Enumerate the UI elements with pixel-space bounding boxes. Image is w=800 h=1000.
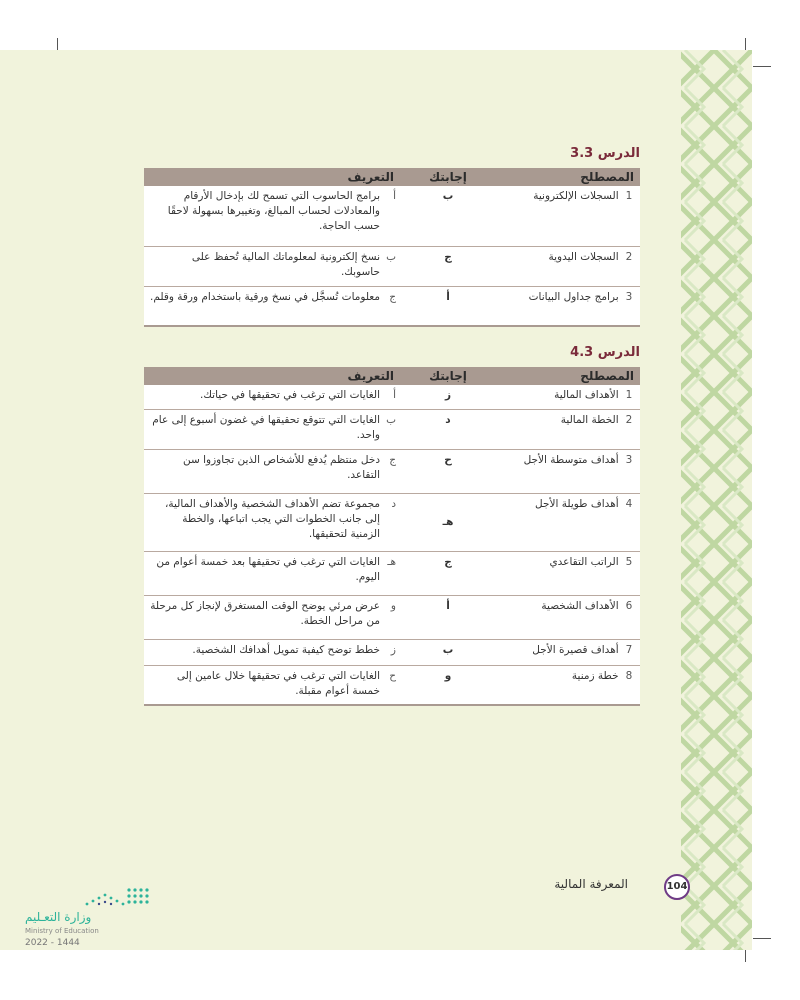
definition-text: الغايات التي ترغب في تحقيقها خلال عامين إلى خمسة أعوام مقبلة. [176, 669, 380, 697]
lesson-3-3-title: الدرس 3.3 [570, 146, 640, 161]
term-text: السجلات الإلكترونية [533, 190, 619, 202]
answer-cell: د [400, 409, 496, 449]
ministry-name-english: Ministry of Education [25, 927, 99, 935]
page-number: 104 [664, 874, 690, 900]
term-text: خطة زمنية [571, 669, 619, 682]
ministry-logo [25, 886, 145, 956]
definition-text: دخل منتظم يُدفع للأشخاص الذين تجاوزوا سن التقاعد. [182, 453, 380, 481]
header-answer: إجابتك [400, 367, 496, 385]
row-number: 5 [625, 555, 633, 568]
definition-text: مجموعة تضم الأهداف الشخصية والأهداف المالية، إلى جانب الخطوات التي يجب اتباعها، والخطة الزمنية لتحقيقها. [164, 497, 380, 540]
definition-text: معلومات تُسجَّل في نسخ ورقية باستخدام ورقة وقلم. [150, 290, 380, 303]
term-text: الراتب التقاعدي [549, 555, 619, 568]
term-text: برامج جداول البيانات [528, 290, 619, 303]
answer-cell: ج [400, 551, 496, 595]
table-row [144, 551, 640, 595]
answer-cell: هـ [400, 493, 496, 551]
lesson-4-3-title: الدرس 4.3 [570, 345, 640, 360]
term-text: الأهداف المالية [554, 389, 619, 401]
table-row [144, 246, 640, 286]
definition-letter: ج [389, 290, 396, 303]
term-text: الخطة المالية [560, 413, 619, 426]
table-row [144, 409, 640, 449]
term-text: أهداف متوسطة الأجل [523, 453, 619, 466]
answer-cell: ب [400, 639, 496, 665]
crop-mark [753, 938, 771, 939]
edition-year: 2022 - 1444 [25, 938, 80, 948]
definition-letter: ج [389, 453, 396, 466]
row-number: 1 [625, 190, 633, 202]
table-row [144, 493, 640, 551]
answer-cell: أ [400, 286, 496, 326]
term-text: السجلات اليدوية [548, 250, 619, 263]
answer-cell: ز [400, 385, 496, 409]
definition-letter: ب [386, 413, 396, 426]
definition-letter: هـ [387, 555, 396, 568]
row-number: 1 [625, 389, 633, 401]
decorative-border [676, 50, 752, 950]
header-term: المصطلح [496, 367, 640, 385]
row-number: 2 [625, 250, 633, 263]
table-row [144, 385, 640, 409]
definition-letter: ب [386, 250, 396, 263]
table-row [144, 665, 640, 705]
book-title: المعرفة المالية [554, 877, 628, 891]
header-term: المصطلح [496, 168, 640, 186]
definition-letter: أ [393, 389, 396, 401]
row-number: 3 [625, 290, 633, 303]
definition-text: الغايات التي ترغب في تحقيقها بعد خمسة أعوام من اليوم. [156, 555, 380, 583]
crop-mark [753, 66, 771, 67]
table-row [144, 639, 640, 665]
table-header-row [144, 367, 640, 385]
definition-letter: أ [393, 190, 396, 202]
header-definition: التعريف [144, 168, 400, 186]
table-header-row [144, 168, 640, 186]
table-row [144, 186, 640, 246]
answer-cell: ب [400, 186, 496, 246]
answer-cell: أ [400, 595, 496, 639]
definition-text: برامج الحاسوب التي تسمح لك بإدخال الأرقام والمعادلات لحساب المبالغ، وتغييرها بسهولة لاحقًا حسب الحاجة. [167, 190, 380, 232]
lesson-4-3-table [144, 367, 640, 706]
row-number: 6 [625, 599, 633, 612]
term-text: أهداف طويلة الأجل [535, 497, 619, 510]
definition-text: الغايات التي تتوقع تحقيقها في غضون أسبوع إلى عام واحد. [152, 413, 380, 441]
term-text: أهداف قصيرة الأجل [532, 643, 619, 656]
definition-text: خطط توضح كيفية تمويل أهدافك الشخصية. [192, 643, 380, 656]
definition-letter: و [390, 599, 396, 612]
table-row [144, 595, 640, 639]
answer-cell: ج [400, 246, 496, 286]
header-definition: التعريف [144, 367, 400, 385]
definition-text: الغايات التي ترغب في تحقيقها في حياتك. [199, 389, 380, 401]
definition-letter: ح [389, 669, 396, 682]
ministry-name-arabic: وزارة التعـليم [25, 910, 92, 924]
header-answer: إجابتك [400, 168, 496, 186]
table-row [144, 286, 640, 326]
ministry-dots-icon [83, 886, 173, 908]
row-number: 8 [625, 669, 633, 682]
definition-text: نسخ إلكترونية لمعلوماتك المالية تُحفظ على حاسوبك. [191, 250, 380, 278]
definition-letter: ز [390, 643, 396, 656]
answer-cell: ح [400, 449, 496, 493]
row-number: 7 [625, 643, 633, 656]
table-row [144, 449, 640, 493]
answer-cell: و [400, 665, 496, 705]
lesson-3-3-table [144, 168, 640, 327]
definition-letter: د [391, 497, 396, 510]
row-number: 2 [625, 413, 633, 426]
row-number: 3 [625, 453, 633, 466]
row-number: 4 [625, 497, 633, 510]
term-text: الأهداف الشخصية [541, 599, 619, 612]
definition-text: عرض مرئي يوضح الوقت المستغرق لإنجاز كل مرحلة من مراحل الخطة. [150, 599, 380, 627]
